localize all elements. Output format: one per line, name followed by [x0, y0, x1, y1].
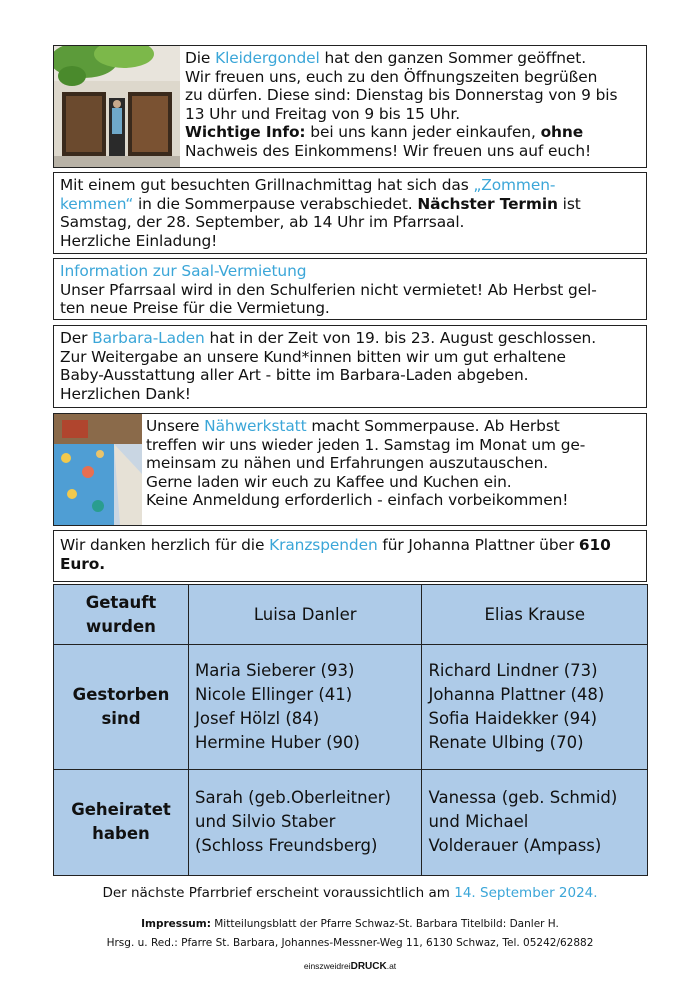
name-entry: Luisa Danler — [253, 604, 357, 624]
name-entry: (Schloss Freundsberg) — [195, 836, 378, 856]
label-line: Gestorben — [72, 684, 170, 704]
saal-box — [53, 258, 647, 320]
amount-unit: Euro. — [60, 554, 105, 573]
name-entry: Nicole Ellinger (41) — [195, 684, 353, 704]
text-line: Wir freuen uns, euch zu den Öffnungszeiten begrüßen — [185, 67, 598, 86]
text-line: Samstag, der 28. September, ab 14 Uhr im Pfarrsaal. — [60, 213, 465, 232]
text: ist — [557, 194, 581, 213]
text: Der — [60, 329, 93, 347]
name-entry: Renate Ulbing (70) — [428, 732, 584, 752]
printer-text-suffix: .at — [386, 961, 397, 971]
text-line: Unser Pfarrsaal wird in den Schulferien nicht vermietet! Ab Herbst gel- — [60, 280, 597, 299]
text-line: Herzliche Einladung! — [60, 231, 218, 250]
text: Mit einem gut besuchten Grillnachmittag hat sich das — [60, 176, 474, 194]
printer-text: einszweidrei — [303, 961, 351, 971]
text-line: ten neue Preise für die Vermietung. — [60, 299, 330, 318]
text-line: Gerne laden wir euch zu Kaffee und Kuchen ein. — [146, 472, 512, 491]
text: Unsere — [146, 417, 205, 435]
label-line: wurden — [86, 616, 156, 636]
text-line: Zur Weitergabe an unsere Kund*innen bitten wir um gut erhaltene — [60, 347, 566, 366]
printer-text-bold: DRUCK — [350, 961, 387, 972]
name-entry: Volderauer (Ampass) — [428, 836, 602, 856]
naehwerkstatt-link: Nähwerkstatt — [204, 417, 307, 435]
text-bold: ohne — [540, 123, 584, 142]
cell-col1 — [189, 769, 422, 875]
register-table — [53, 584, 648, 876]
text: hat den ganzen Sommer geöffnet. — [319, 49, 587, 67]
text: in die Sommerpause verabschiedet. — [133, 194, 418, 213]
label-line: Geheiratet — [71, 800, 171, 820]
kleidergondel-box — [53, 45, 647, 168]
address: Hrsg. u. Red.: Pfarre St. Barbara, Johannes-Messner-Weg 11, 6130 Schwaz, Tel. 05242/62882 — [106, 937, 594, 949]
naehwerkstatt-box — [53, 413, 647, 526]
impressum — [0, 918, 700, 930]
table-row — [54, 769, 648, 875]
text-line: 13 Uhr und Freitag von 9 bis 15 Uhr. — [185, 104, 460, 123]
name-entry: und Michael — [428, 812, 529, 832]
text-line: meinsam zu nähen und Erfahrungen auszutauschen. — [146, 454, 549, 473]
next-date-label: Nächster Termin — [417, 194, 558, 213]
name-entry: Johanna Plattner (48) — [428, 684, 605, 704]
text-line: zu dürfen. Diese sind: Dienstag bis Donnerstag von 9 bis — [185, 86, 618, 105]
name-entry: und Silvio Staber — [195, 812, 336, 832]
impressum-label: Impressum: — [141, 918, 211, 930]
cell-col1 — [189, 585, 422, 645]
cell-col1 — [189, 645, 422, 769]
text: macht Sommerpause. Ab Herbst — [306, 417, 560, 435]
grill-box — [53, 172, 647, 254]
kleidergondel-photo — [54, 46, 180, 167]
label-line: sind — [101, 708, 141, 728]
table-row — [54, 645, 648, 769]
kleidergondel-link: Kleidergondel — [215, 49, 320, 67]
cell-col2 — [422, 645, 648, 769]
text: hat in der Zeit von 19. bis 23. August geschlossen. — [204, 329, 597, 347]
text-line: treffen wir uns wieder jeden 1. Samstag im Monat um ge- — [146, 435, 586, 454]
saal-title: Information zur Saal-Vermietung — [60, 262, 307, 280]
next-issue-note — [0, 885, 700, 901]
name-entry: Josef Hölzl (84) — [195, 708, 320, 728]
zommenkemmen-link-cont: kemmen“ — [60, 194, 134, 213]
barbara-box — [53, 325, 647, 408]
table-row — [54, 585, 648, 645]
text: Wir danken herzlich für die — [60, 536, 270, 554]
text-line: Herzlichen Dank! — [60, 384, 191, 403]
barbara-laden-link: Barbara-Laden — [92, 329, 205, 347]
kranz-box — [53, 530, 647, 582]
next-issue-text: Der nächste Pfarrbrief erscheint voraussichtlich am — [102, 885, 455, 901]
name-entry: Richard Lindner (73) — [428, 660, 598, 680]
name-entry: Hermine Huber (90) — [195, 732, 360, 752]
naehwerkstatt-photo — [54, 414, 142, 525]
row-label — [54, 645, 189, 769]
name-entry: Vanessa (geb. Schmid) — [428, 788, 618, 808]
next-issue-date: 14. September 2024. — [454, 885, 598, 901]
impressum-text: Mitteilungsblatt der Pfarre Schwaz-St. Barbara Titelbild: Danler H. — [210, 918, 559, 930]
cell-col2 — [422, 585, 648, 645]
printer-logo — [0, 961, 700, 972]
label-line: haben — [92, 824, 150, 844]
info-label: Wichtige Info: — [185, 123, 306, 142]
name-entry: Sarah (geb.Oberleitner) — [195, 788, 391, 808]
label-line: Getauft — [85, 592, 157, 612]
kranzspenden-link: Kranzspenden — [269, 536, 378, 554]
name-entry: Elias Krause — [484, 604, 585, 624]
text-line: Baby-Ausstattung aller Art - bitte im Barbara-Laden abgeben. — [60, 366, 529, 385]
name-entry: Sofia Haidekker (94) — [428, 708, 598, 728]
row-label — [54, 769, 189, 875]
name-entry: Maria Sieberer (93) — [195, 660, 355, 680]
zommenkemmen-link: „Zommen- — [473, 176, 556, 194]
row-label — [54, 585, 189, 645]
text: bei uns kann jeder einkaufen, — [305, 123, 541, 142]
text-line: Nachweis des Einkommens! Wir freuen uns auf euch! — [185, 141, 592, 160]
amount: 610 — [578, 536, 611, 554]
cell-col2 — [422, 769, 648, 875]
text: für Johanna Plattner über — [377, 536, 579, 554]
text-line: Keine Anmeldung erforderlich - einfach vorbeikommen! — [146, 491, 569, 510]
text-pre: Die — [185, 49, 216, 67]
